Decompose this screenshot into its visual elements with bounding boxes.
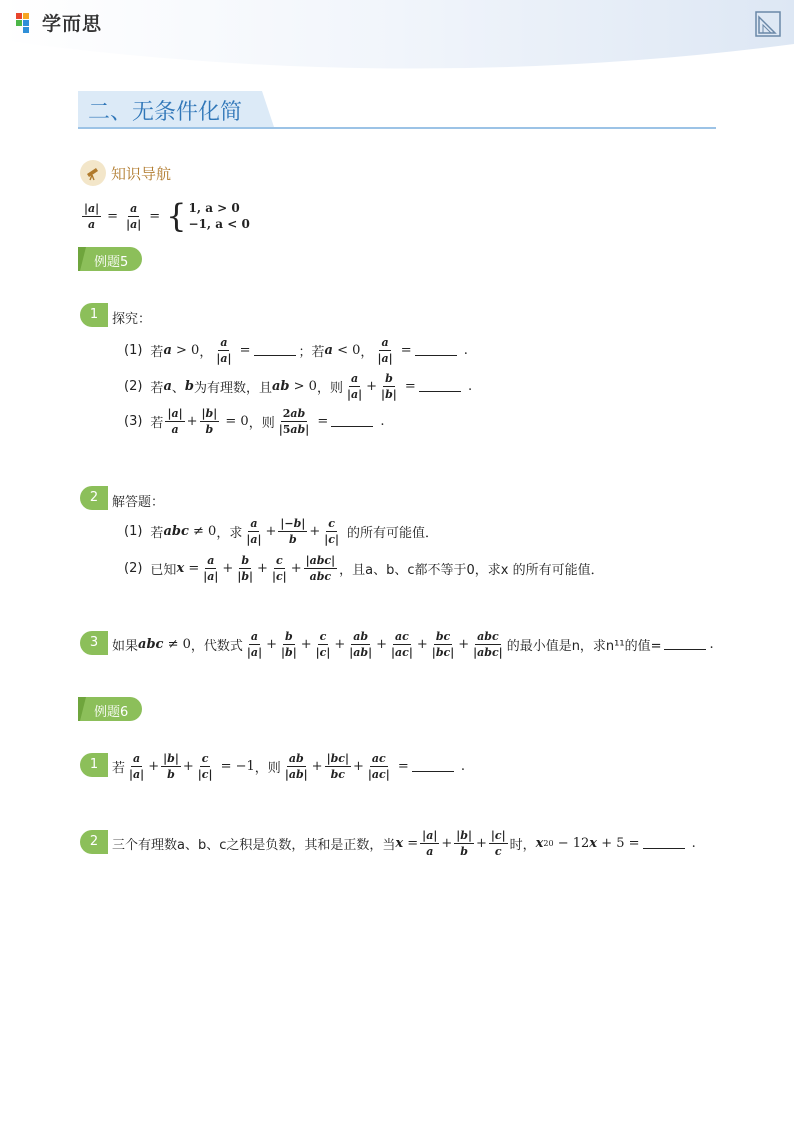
answer-blank[interactable] bbox=[419, 381, 461, 392]
example-6-question-2: 三个有理数a、b、c之积是负数，其和是正数，当 x = $\frac{|a|}{a}$ + $\frac{|b|}{b}$ + $\frac{|c|}{c}$ 时， x 20 − 12 x + 5 = . bbox=[112, 829, 696, 858]
example-5-label: 例题5 bbox=[94, 255, 129, 270]
answer-blank[interactable] bbox=[412, 761, 454, 772]
section-heading bbox=[78, 91, 716, 131]
key-formula: $\frac{|a|}{a}$ = $\frac{a}{|a|}$ = { 1, a > 0 −1, a < 0 bbox=[84, 197, 250, 235]
q2-part-2: (2) 已知 x = $\frac{a}{|a|}$ + $\frac{b}{|b|}$ + $\frac{c}{|c|}$ + $\frac{\text{|abc|}}{\text{abc}}$ ，且a、b、c都不等于0，求x 的所有可能值． bbox=[124, 554, 604, 583]
answer-blank[interactable] bbox=[331, 416, 373, 427]
example-6-tag bbox=[78, 697, 142, 721]
question-number-badge: 1 bbox=[80, 753, 108, 777]
telescope-icon bbox=[80, 160, 106, 186]
formula-case-positive: 1, a > 0 bbox=[188, 201, 240, 215]
q2-part-1: (1) 若 abc ≠ 0 ，求 $\frac{a}{|a|}$ + $\frac{|-b|}{b}$ + $\frac{c}{|c|}$ 的所有可能值． bbox=[124, 517, 438, 546]
answer-blank[interactable] bbox=[254, 345, 296, 356]
question-2-title: 解答题： bbox=[112, 495, 165, 510]
q1-part-1: (1) 若 a > 0 ， $\frac{a}{|a|}$ = ；若 a < 0 ， $\frac{a}{|a|}$ = . bbox=[124, 336, 468, 365]
knowledge-nav bbox=[80, 160, 171, 186]
question-number-badge: 2 bbox=[80, 486, 108, 510]
logo-text: 学而思 bbox=[42, 13, 103, 35]
formula-case-negative: −1, a < 0 bbox=[188, 217, 250, 231]
logo-mark-icon bbox=[16, 11, 38, 35]
question-number-badge: 2 bbox=[80, 830, 108, 854]
question-number-badge: 1 bbox=[80, 303, 108, 327]
question-1-title: 探究： bbox=[112, 312, 152, 327]
knowledge-nav-label: 知识导航 bbox=[111, 164, 172, 183]
q1-part-3: (3) 若 $\frac{|a|}{a}$ + $\frac{|b|}{b}$ = 0 ，则 $\frac{2ab}{|5ab|}$ = . bbox=[124, 407, 385, 436]
answer-blank[interactable] bbox=[664, 639, 706, 650]
example-6-label: 例题6 bbox=[94, 705, 129, 720]
brand-logo bbox=[16, 9, 102, 36]
section-title: 二、无条件化简 bbox=[88, 100, 243, 125]
example-5-tag bbox=[78, 247, 142, 271]
answer-blank[interactable] bbox=[643, 838, 685, 849]
q1-part-2: (2) 若 a 、 b 为有理数，且 ab > 0 ，则 $\frac{a}{|a|}$ + $\frac{b}{|b|}$ = . bbox=[124, 372, 473, 401]
header-banner bbox=[0, 0, 794, 70]
example-6-question-1: 若 $\frac{a}{|a|}$ + $\frac{|b|}{b}$ + $\frac{c}{|c|}$ = −1 ，则 $\frac{ab}{|ab|}$ + $\frac{|bc|}{bc}$ + $\frac{ac}{|ac|}$ = . bbox=[112, 752, 466, 781]
ruler-triangle-icon bbox=[755, 11, 781, 37]
question-number-badge: 3 bbox=[80, 631, 108, 655]
answer-blank[interactable] bbox=[415, 345, 457, 356]
question-3: 如果 abc ≠ 0 ，代数式 $\frac{a}{|a|}$ + $\frac{b}{|b|}$ + $\frac{c}{|c|}$ + $\frac{ab}{|ab|}$ + $\frac{ac}{|ac|}$ + $\frac{bc}{|bc|}$ + $\frac{\text{abc}}{\text{|abc|}}$ 的最小值是n，求n¹¹的值= . bbox=[112, 630, 714, 659]
